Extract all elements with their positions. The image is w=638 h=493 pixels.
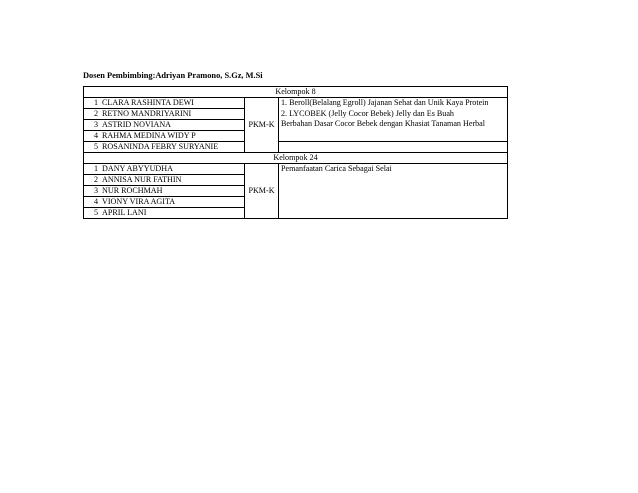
member-number: 2	[84, 175, 101, 186]
member-name: ANNISA NUR FATHIN	[100, 175, 245, 186]
member-number: 4	[84, 131, 101, 142]
proposal-titles	[279, 164, 508, 219]
member-row	[84, 164, 508, 175]
member-name: ROSANINDA FEBRY SURYANIE	[100, 142, 245, 153]
proposal-titles	[279, 98, 508, 142]
member-number: 3	[84, 186, 101, 197]
member-name: DANY ABYYUDHA	[100, 164, 245, 175]
member-number: 1	[84, 164, 101, 175]
member-number: 2	[84, 109, 101, 120]
group-label: Kelompok 8	[84, 87, 508, 98]
member-name: RETNO MANDRIYARINI	[100, 109, 245, 120]
group-label: Kelompok 24	[84, 153, 508, 164]
member-number: 4	[84, 197, 101, 208]
member-name: VIONY VIRA AGITA	[100, 197, 245, 208]
member-name: CLARA RASHINTA DEWI	[100, 98, 245, 109]
program-type: PKM-K	[245, 98, 279, 153]
member-name: APRIL LANI	[100, 208, 245, 219]
supervisor-heading: Dosen Pembimbing:Adriyan Pramono, S.Gz, M.Si	[83, 71, 263, 80]
proposal-title-line: Berbahan Dasar Cocor Bebek dengan Khasiat Tanaman Herbal	[281, 119, 486, 129]
member-row	[84, 142, 508, 153]
member-name: ASTRID NOVIANA	[100, 120, 245, 131]
group-header-row	[84, 87, 508, 98]
proposal-title-line: 2. LYCOBEK (Jelly Cocor Bebek) Jelly dan Es Buah	[281, 108, 454, 118]
proposal-title-line: 1. Beroll(Belalang Egroll) Jajanan Sehat dan Unik Kaya Protein	[281, 98, 489, 107]
program-type: PKM-K	[245, 164, 279, 219]
proposal-title-line: Pemanfaatan Carica Sebagai Selai	[281, 164, 392, 173]
member-number: 3	[84, 120, 101, 131]
member-row	[84, 98, 508, 109]
member-name: RAHMA MEDINA WIDY P	[100, 131, 245, 142]
member-name: NUR ROCHMAH	[100, 186, 245, 197]
member-number: 5	[84, 142, 101, 153]
group-header-row	[84, 153, 508, 164]
member-number: 1	[84, 98, 101, 109]
empty-cell	[279, 142, 508, 153]
member-number: 5	[84, 208, 101, 219]
groups-table	[83, 86, 508, 219]
